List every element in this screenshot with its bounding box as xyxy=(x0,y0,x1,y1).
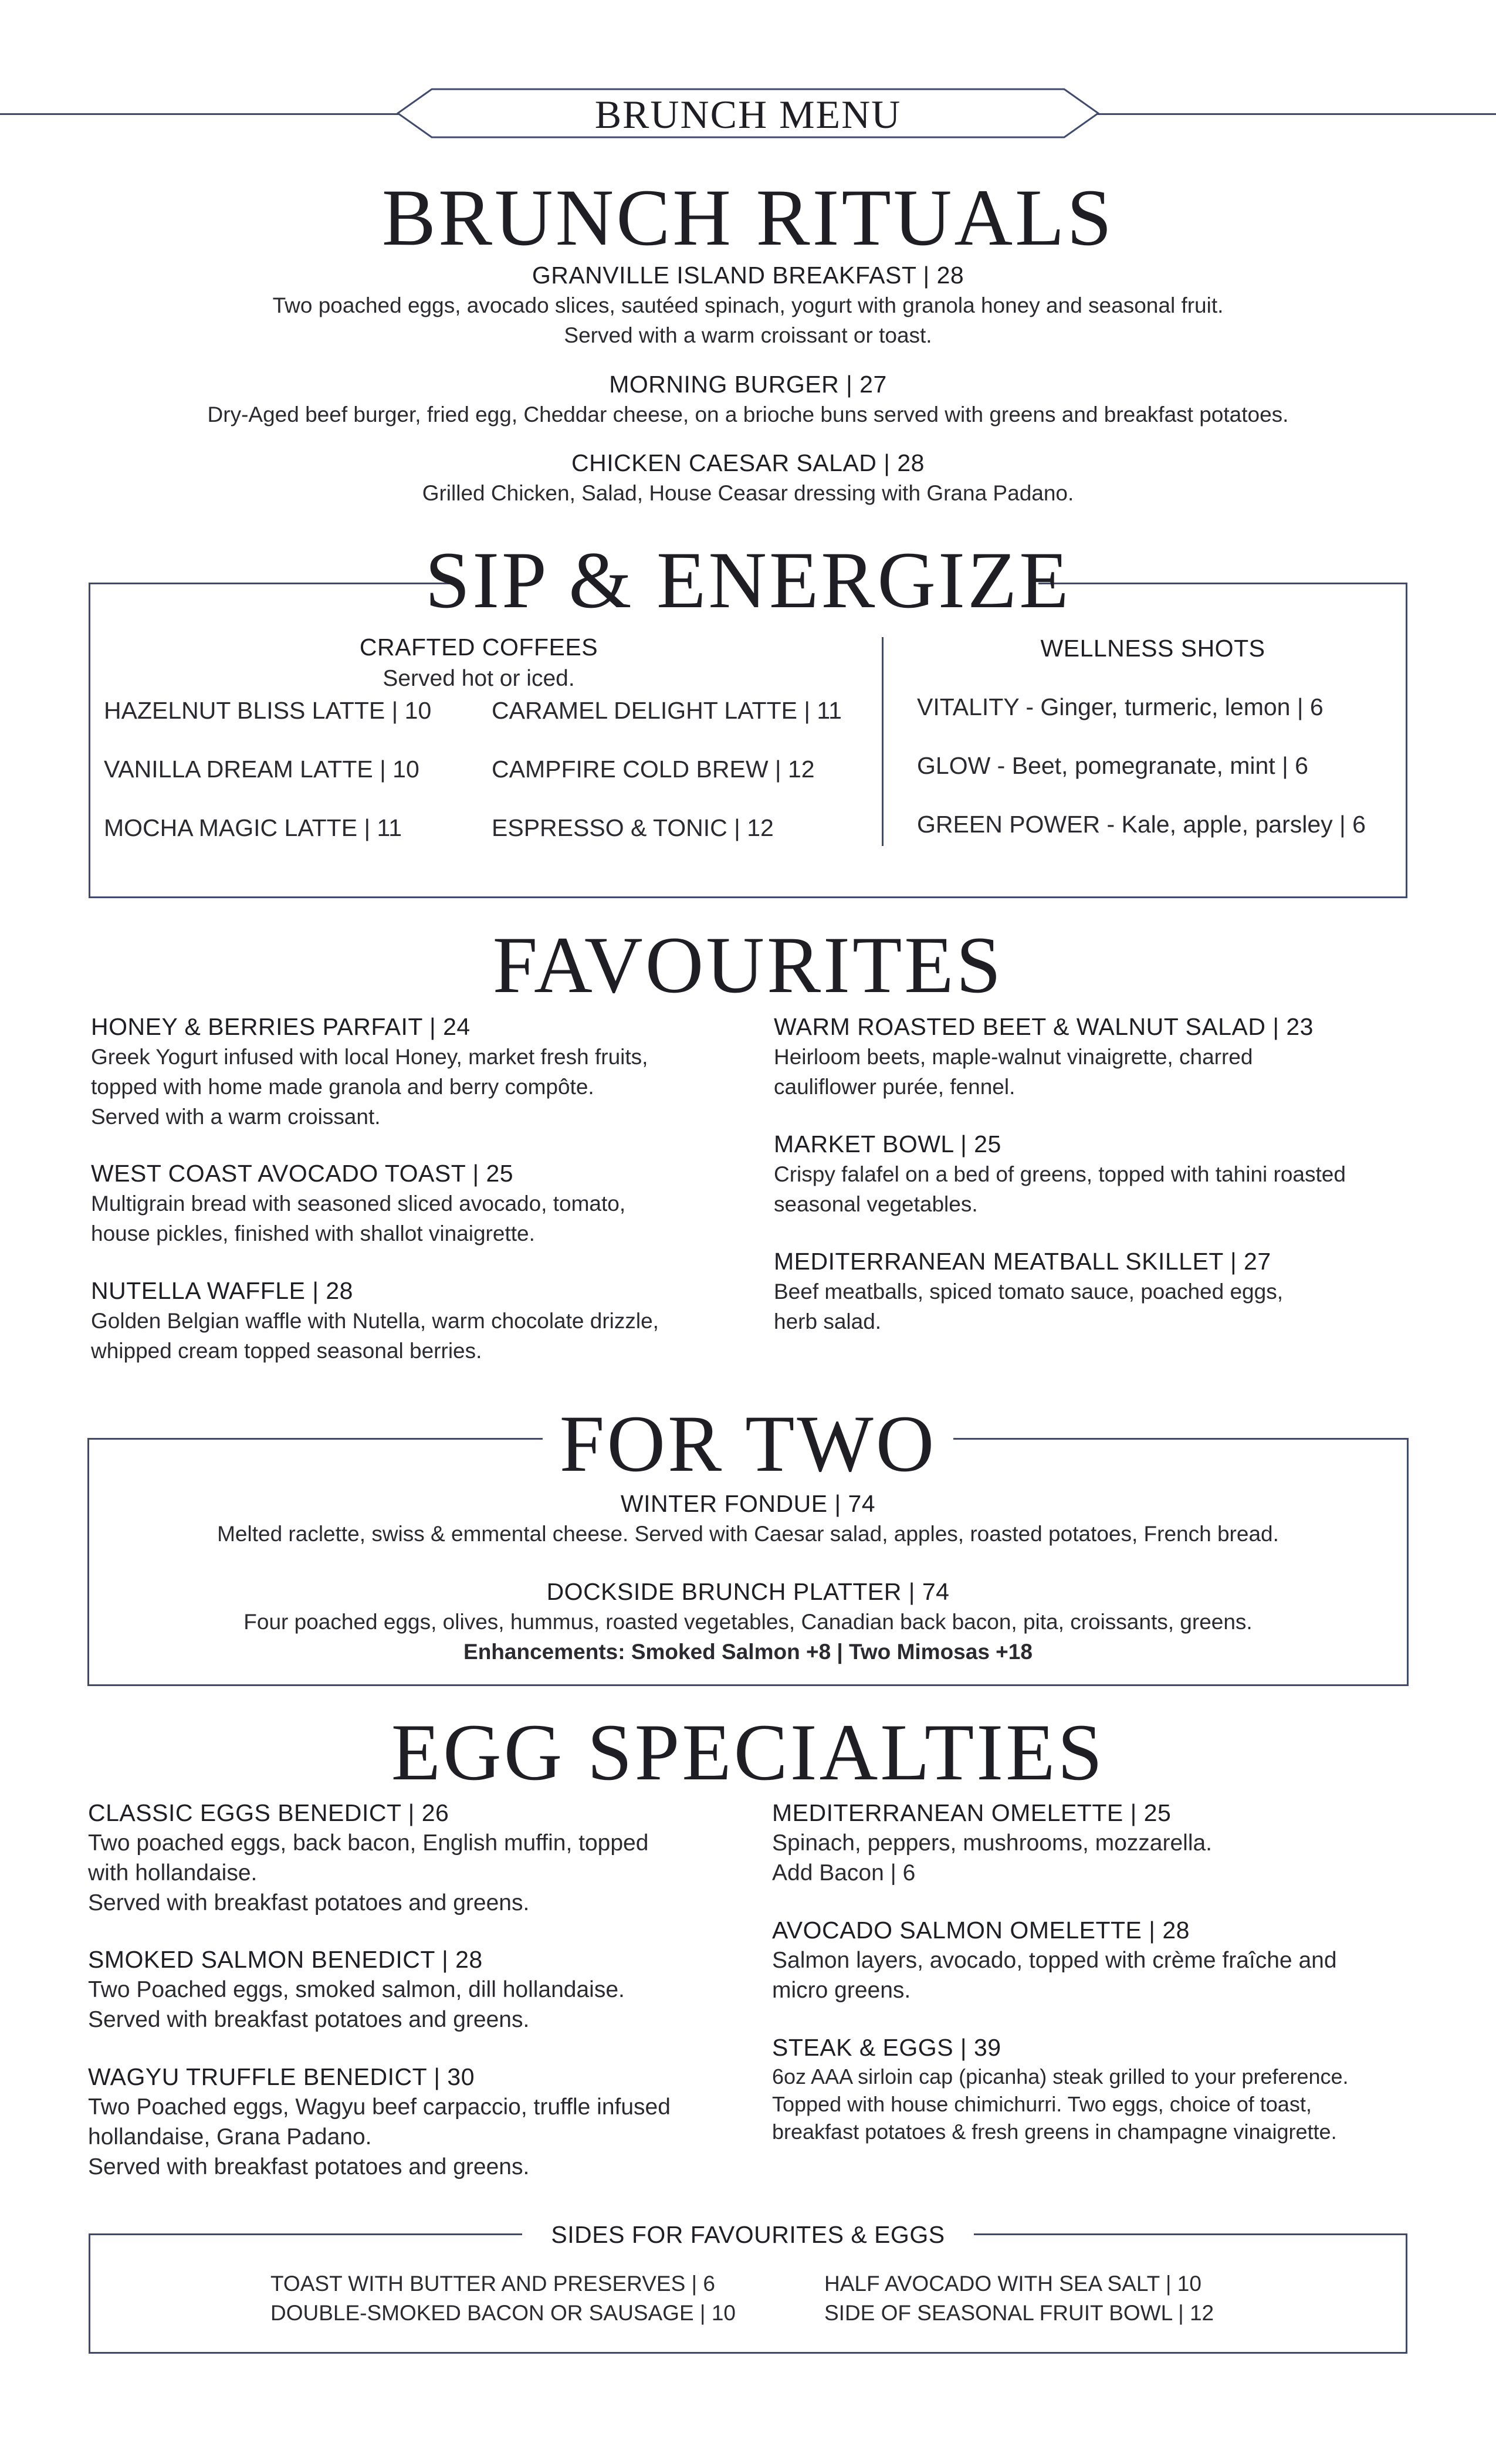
item-description: Two Poached eggs, smoked salmon, dill hollandaise. xyxy=(88,1977,625,2002)
menu-item xyxy=(774,1248,1431,1336)
coffee-item: VANILLA DREAM LATTE | 10 xyxy=(104,756,419,783)
item-title: WINTER FONDUE | 74 xyxy=(620,1490,876,1517)
item-description: Add Bacon | 6 xyxy=(772,1860,916,1886)
menu-item xyxy=(0,262,1496,350)
menu-item xyxy=(91,1013,748,1132)
item-title: WEST COAST AVOCADO TOAST | 25 xyxy=(91,1160,514,1187)
item-description: Multigrain bread with seasoned sliced avocado, tomato, xyxy=(91,1192,626,1216)
menu-item xyxy=(774,1013,1431,1102)
item-description: topped with home made granola and berry compôte. xyxy=(91,1075,594,1099)
item-description: Served with breakfast potatoes and greens. xyxy=(88,1890,530,1915)
menu-item xyxy=(0,449,1496,508)
item-description: cauliflower purée, fennel. xyxy=(774,1075,1016,1099)
item-title: MEDITERRANEAN MEATBALL SKILLET | 27 xyxy=(774,1248,1271,1275)
item-description: Golden Belgian waffle with Nutella, warm chocolate drizzle, xyxy=(91,1309,659,1333)
item-description: Crispy falafel on a bed of greens, topped with tahini roasted xyxy=(774,1162,1346,1186)
item-title: HONEY & BERRIES PARFAIT | 24 xyxy=(91,1013,471,1040)
item-description: Two poached eggs, back bacon, English muffin, topped xyxy=(88,1830,649,1856)
shot-item: VITALITY - Ginger, turmeric, lemon | 6 xyxy=(917,693,1324,720)
side-item: DOUBLE-SMOKED BACON OR SAUSAGE | 10 xyxy=(270,2301,736,2325)
item-title: GRANVILLE ISLAND BREAKFAST | 28 xyxy=(532,262,964,289)
coffee-item: CARAMEL DELIGHT LATTE | 11 xyxy=(492,697,842,724)
item-description: Dry-Aged beef burger, fried egg, Cheddar cheese, on a brioche buns served with greens and breakfast potatoes. xyxy=(207,402,1289,427)
menu-item xyxy=(774,1131,1431,1219)
item-description: house pickles, finished with shallot vinaigrette. xyxy=(91,1221,535,1245)
sip-energize-box xyxy=(89,583,1407,898)
item-description: Two Poached eggs, Wagyu beef carpaccio, truffle infused xyxy=(88,2094,671,2120)
item-title: AVOCADO SALMON OMELETTE | 28 xyxy=(772,1917,1190,1944)
menu-item xyxy=(772,1799,1441,1888)
menu-item xyxy=(772,1917,1441,2005)
banner-title: BRUNCH MENU xyxy=(594,92,902,137)
item-title: DOCKSIDE BRUNCH PLATTER | 74 xyxy=(546,1578,950,1605)
item-description: Beef meatballs, spiced tomato sauce, poached eggs, xyxy=(774,1280,1283,1304)
enhancements-note: Enhancements: Smoked Salmon +8 | Two Mimosas +18 xyxy=(463,1640,1033,1664)
shot-item: GLOW - Beet, pomegranate, mint | 6 xyxy=(917,752,1308,779)
item-description: with hollandaise. xyxy=(88,1860,258,1886)
item-description: herb salad. xyxy=(774,1309,882,1333)
section-title-for-two: FOR TWO xyxy=(559,1399,937,1488)
menu-item xyxy=(91,1277,748,1366)
item-title: STEAK & EGGS | 39 xyxy=(772,2034,1001,2061)
item-description: seasonal vegetables. xyxy=(774,1192,978,1216)
item-description: micro greens. xyxy=(772,1978,911,2003)
menu-item xyxy=(89,1578,1407,1667)
item-description: Grilled Chicken, Salad, House Ceasar dressing with Grana Padano. xyxy=(422,481,1074,505)
item-description: Two poached eggs, avocado slices, sautéed spinach, yogurt with granola honey and seasonal fruit. xyxy=(272,293,1224,317)
item-description: Topped with house chimichurri. Two eggs, choice of toast, xyxy=(772,2092,1312,2116)
banner-rule-right xyxy=(1097,113,1496,115)
side-item: TOAST WITH BUTTER AND PRESERVES | 6 xyxy=(270,2272,715,2296)
menu-item xyxy=(88,2063,780,2182)
item-description: Served with breakfast potatoes and greens. xyxy=(88,2154,530,2179)
item-description: 6oz AAA sirloin cap (picanha) steak grilled to your preference. xyxy=(772,2064,1349,2089)
coffee-item: CAMPFIRE COLD BREW | 12 xyxy=(492,756,815,783)
item-title: WARM ROASTED BEET & WALNUT SALAD | 23 xyxy=(774,1013,1314,1040)
side-item: SIDE OF SEASONAL FRUIT BOWL | 12 xyxy=(824,2301,1214,2325)
item-title: MEDITERRANEAN OMELETTE | 25 xyxy=(772,1799,1172,1826)
item-description: Melted raclette, swiss & emmental cheese. Served with Caesar salad, apples, roasted potatoes, French bread. xyxy=(217,1522,1279,1546)
item-description: Four poached eggs, olives, hummus, roasted vegetables, Canadian back bacon, pita, croissants, greens. xyxy=(243,1610,1253,1634)
menu-item xyxy=(89,1490,1407,1549)
item-title: SMOKED SALMON BENEDICT | 28 xyxy=(88,1946,483,1973)
coffee-item: MOCHA MAGIC LATTE | 11 xyxy=(104,814,402,841)
shots-heading: WELLNESS SHOTS xyxy=(1040,635,1265,662)
section-title-egg-specialties: EGG SPECIALTIES xyxy=(391,1707,1105,1797)
section-title-brunch-rituals: BRUNCH RITUALS xyxy=(381,172,1115,262)
item-description: Greek Yogurt infused with local Honey, market fresh fruits, xyxy=(91,1045,648,1069)
item-description: Served with a warm croissant or toast. xyxy=(564,323,932,347)
item-description: Salmon layers, avocado, topped with crème fraîche and xyxy=(772,1948,1337,1973)
sides-title: SIDES FOR FAVOURITES & EGGS xyxy=(551,2221,945,2248)
item-title: CLASSIC EGGS BENEDICT | 26 xyxy=(88,1799,449,1826)
item-title: CHICKEN CAESAR SALAD | 28 xyxy=(571,449,925,476)
item-title: NUTELLA WAFFLE | 28 xyxy=(91,1277,353,1304)
coffees-note: Served hot or iced. xyxy=(383,666,575,691)
coffees-heading: CRAFTED COFFEES xyxy=(359,634,598,661)
section-title-sip-energize: SIP & ENERGIZE xyxy=(425,535,1071,625)
coffee-item: ESPRESSO & TONIC | 12 xyxy=(492,814,774,841)
item-description: breakfast potatoes & fresh greens in champagne vinaigrette. xyxy=(772,2120,1337,2144)
menu-item xyxy=(772,2034,1441,2145)
menu-item xyxy=(91,1160,748,1248)
shot-item: GREEN POWER - Kale, apple, parsley | 6 xyxy=(917,811,1366,838)
item-description: Served with a warm croissant. xyxy=(91,1105,381,1129)
item-description: whipped cream topped seasonal berries. xyxy=(91,1339,482,1363)
side-item: HALF AVOCADO WITH SEA SALT | 10 xyxy=(824,2272,1201,2296)
section-title-favourites: FAVOURITES xyxy=(492,920,1004,1010)
item-description: Heirloom beets, maple-walnut vinaigrette, charred xyxy=(774,1045,1253,1069)
menu-item xyxy=(0,371,1496,429)
banner-rule-left xyxy=(0,113,399,115)
column-divider xyxy=(882,637,884,846)
item-description: Spinach, peppers, mushrooms, mozzarella. xyxy=(772,1830,1213,1856)
menu-item xyxy=(88,1799,780,1918)
coffee-item: HAZELNUT BLISS LATTE | 10 xyxy=(104,697,432,724)
item-title: MARKET BOWL | 25 xyxy=(774,1131,1001,1157)
item-description: hollandaise, Grana Padano. xyxy=(88,2124,372,2150)
menu-item xyxy=(88,1946,780,2035)
item-title: MORNING BURGER | 27 xyxy=(609,371,887,398)
item-title: WAGYU TRUFFLE BENEDICT | 30 xyxy=(88,2063,475,2090)
item-description: Served with breakfast potatoes and greens. xyxy=(88,2007,530,2032)
